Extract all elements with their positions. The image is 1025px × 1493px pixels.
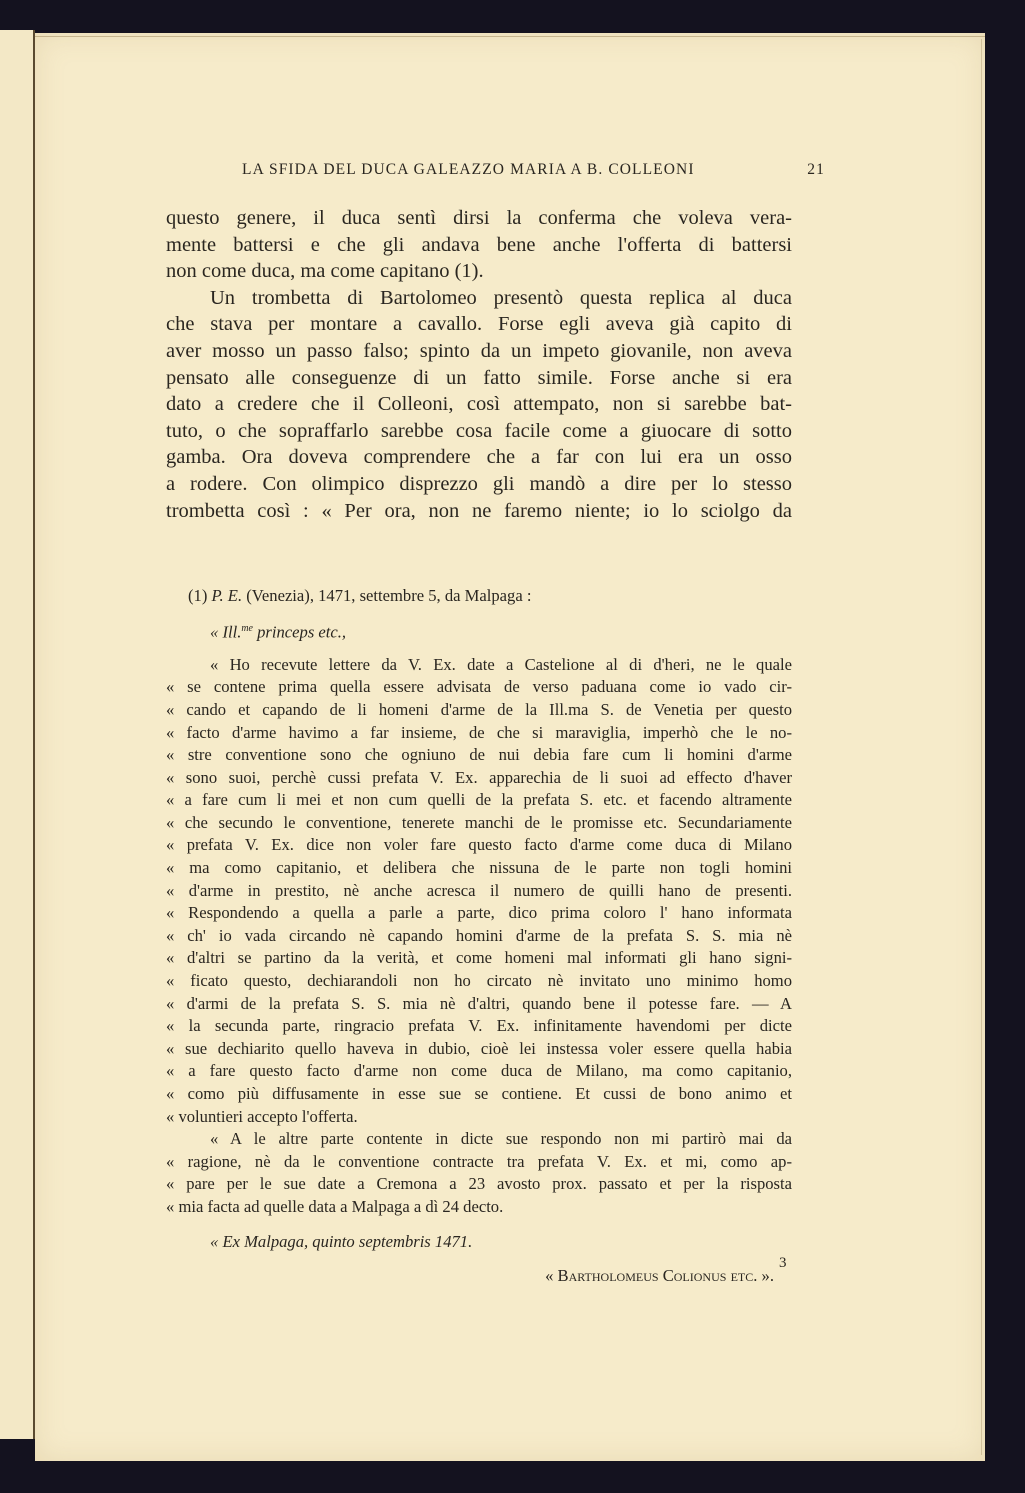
letter-line: « se contene prima quella essere advisata de verso paduana come io vado cir-	[166, 677, 792, 697]
running-title: LA SFIDA DEL DUCA GALEAZZO MARIA A B. COLLEONI	[242, 161, 695, 178]
body-line: Un trombetta di Bartolomeo presentò questa replica al duca	[210, 286, 792, 309]
letter-line: « cando et capando de li homeni d'arme de la Ill.ma S. de Venetia per questo	[166, 699, 792, 719]
letter-line: « ma como capitanio, et delibera che nissuna de le parte non togli homini	[166, 858, 792, 878]
letter-line: « sono suoi, perchè cussi prefata V. Ex. apparechia de li suoi ad effecto d'haver	[166, 767, 792, 787]
page-number: 21	[807, 161, 825, 178]
running-head	[242, 161, 825, 179]
letter-line: « como più diffusamente in esse sue se contiene. Et cussi de bono animo et	[166, 1084, 792, 1103]
body-line: gamba. Ora doveva comprendere che a far con lui era un osso	[166, 446, 792, 469]
body-line: non come duca, ma come capitano (1).	[166, 260, 484, 283]
letter-line: « pare per le sue date a Cremona a 23 avosto prox. passato et per la risposta	[166, 1174, 792, 1194]
letter-line: « stre conventione sono che ogniuno de nui debia fare cum li homini d'arme	[166, 745, 792, 765]
letter-line: « ch' io vada circando nè capando homini d'arme de la prefata S. S. mia nè	[166, 925, 792, 945]
letter-line: « d'altri se partino da la verità, et come homeni mal informati gli hano signi-	[166, 948, 792, 968]
quote-mark: «	[210, 622, 219, 642]
body-line: mente battersi e che gli andava bene anche l'offerta di battersi	[166, 233, 792, 256]
body-line: a rodere. Con olimpico disprezzo gli mandò a dire per lo stesso	[166, 472, 792, 495]
letter-line: « d'arme in prestito, nè anche acresca il numero de quilli hano de presenti.	[166, 880, 792, 900]
letter-line: « prefata V. Ex. dice non voler fare questo facto d'arme come duca di Milano	[166, 835, 792, 855]
letter-line: « ragione, nè da le conventione contracte tra prefata V. Ex. et mi, como ap-	[166, 1151, 792, 1171]
salutation-superscript: me	[241, 622, 253, 634]
letter-closing: « Ex Malpaga, quinto septembris 1471.	[210, 1231, 473, 1251]
body-line: che stava per montare a cavallo. Forse egli aveva già capito di	[166, 313, 792, 336]
letter-line: « a fare cum li mei et non cum quelli de la prefata S. etc. et facendo altramente	[166, 790, 792, 810]
page-edge-right	[981, 39, 982, 1455]
salutation-title: Ill.	[222, 622, 242, 642]
body-line: trombetta così : « Per ora, non ne faremo niente; io lo sciolgo da	[166, 499, 792, 522]
letter-line: « la secunda parte, ringracio prefata V. Ex. infinitamente havendomi per dicte	[166, 1016, 792, 1036]
body-line: dato a credere che il Colleoni, così attempato, non si sarebbe bat-	[166, 393, 792, 416]
letter-line: « voluntieri accepto l'offerta.	[166, 1106, 358, 1126]
body-text	[166, 205, 792, 524]
gathering-signature-mark: 3	[779, 1255, 787, 1271]
footnote	[166, 585, 792, 1288]
letter-line: « A le altre parte contente in dicte sue respondo non mi partirò mai da	[210, 1129, 792, 1149]
footnote-source-abbrev: P. E.	[211, 586, 243, 605]
previous-page-edge	[0, 30, 35, 1439]
body-line: pensato alle conseguenze di un fatto simile. Forse anche si era	[166, 366, 792, 389]
letter-line: « a fare questo facto d'arme non come duca de Milano, ma como capitanio,	[166, 1061, 792, 1081]
letter-salutation	[166, 618, 792, 644]
letter-signature: « Bartholomeus Colionus etc. ».	[545, 1266, 774, 1286]
salutation-rest: princeps etc.,	[257, 622, 347, 642]
letter-line: « che secundo le conventione, tenerete manchi de le promisse etc. Secundariamente	[166, 812, 792, 832]
body-line: questo genere, il duca sentì dirsi la conferma che voleva vera-	[166, 207, 792, 229]
footnote-source	[166, 585, 792, 608]
letter-line: « sue dechiarito quello haveva in dubio, cioè lei instessa voler essere quella habia	[166, 1038, 792, 1058]
letter-line: « Respondendo a quella a parle a parte, dico prima coloro l' hano informata	[166, 903, 792, 923]
footnote-source-detail: (Venezia), 1471, settembre 5, da Malpaga :	[246, 586, 532, 605]
book-page	[35, 33, 985, 1461]
body-line: aver mosso un passo falso; spinto da un impeto giovanile, non aveva	[166, 339, 792, 362]
letter-line: « mia facta ad quelle data a Malpaga a dì 24 decto.	[166, 1196, 504, 1216]
letter-line: « facto d'arme havimo a far insieme, de che si maraviglia, imperhò che le no-	[166, 722, 792, 742]
letter-line: « ficato questo, dechiarandoli non ho circato nè invitato uno minimo homo	[166, 971, 792, 991]
letter-line: « d'armi de la prefata S. S. mia nè d'altri, quando bene il potesse fare. — A	[166, 993, 792, 1013]
footnote-marker: (1)	[188, 586, 208, 605]
body-line: tuto, o che sopraffarlo sarebbe cosa facile come a giuocare di sotto	[166, 419, 792, 442]
page-edge-top	[35, 36, 985, 37]
letter-line: « Ho recevute lettere da V. Ex. date a Castelione al di d'heri, ne le quale	[210, 654, 792, 674]
